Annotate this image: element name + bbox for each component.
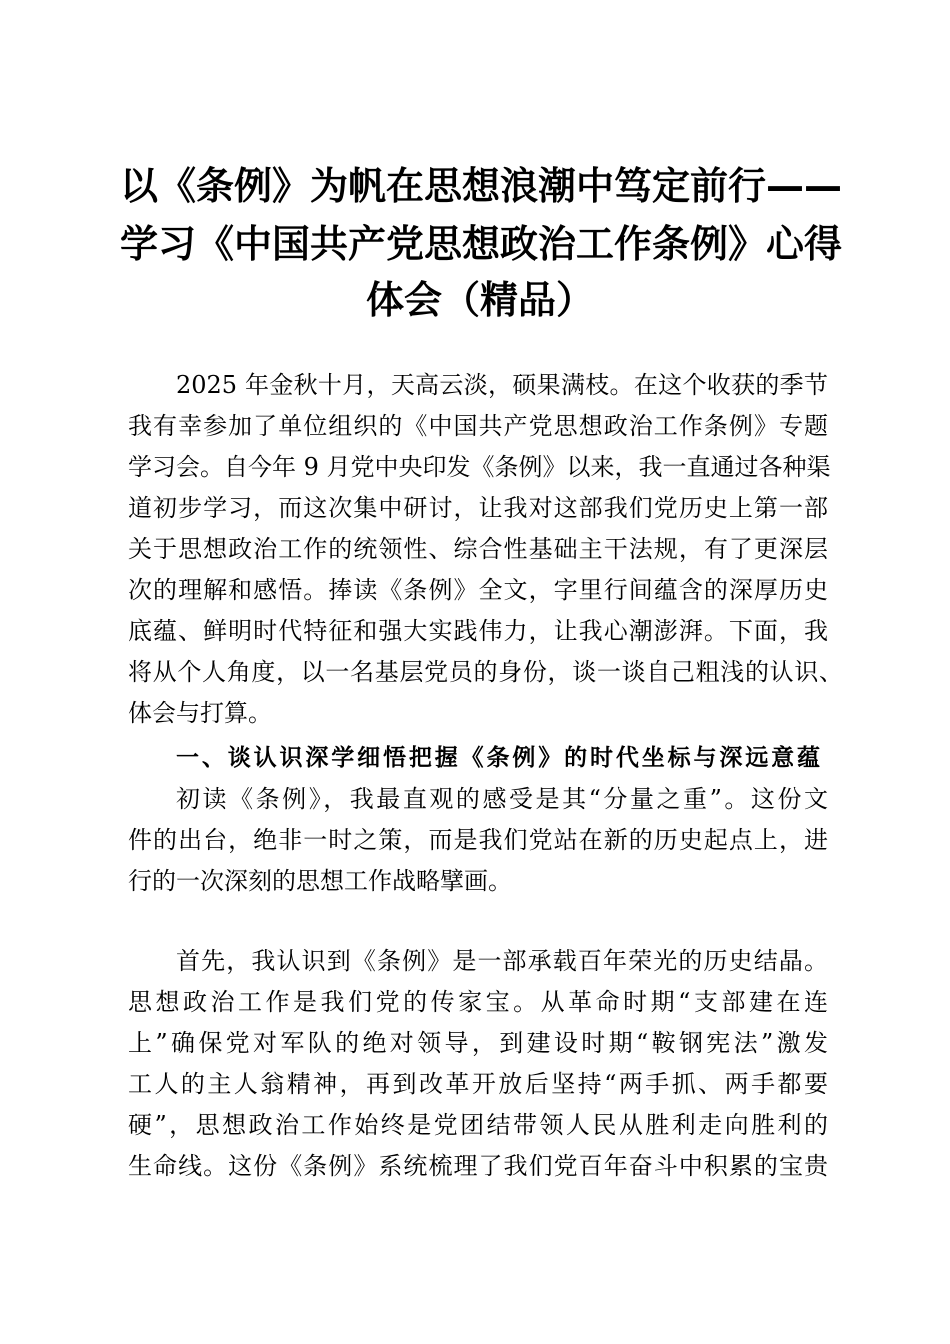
title-line-3: 体会（精品） <box>365 278 594 322</box>
paragraph-line: 首先，我认识到《条例》是一部承载百年荣光的历史结晶。 <box>176 947 828 975</box>
section-heading-1: 一、谈认识深学细悟把握《条例》的时代坐标与深远意蕴 <box>176 745 820 771</box>
title-line-2: 学习《中国共产党思想政治工作条例》心得 <box>120 222 843 266</box>
paragraph-line: 学习会。自今年 9 月党中央印发《条例》以来，我一直通过各种渠 <box>128 453 831 481</box>
paragraph-line: 硬”，思想政治工作始终是党团结带领人民从胜利走向胜利的 <box>128 1111 828 1139</box>
paragraph-line: 生命线。这份《条例》系统梳理了我们党百年奋斗中积累的宝贵 <box>128 1152 828 1180</box>
paragraph-line: 关于思想政治工作的统领性、综合性基础主干法规，有了更深层 <box>128 535 828 563</box>
title-line-1: 以《条例》为帆在思想浪潮中笃定前行—— <box>120 164 843 208</box>
paragraph-line: 底蕴、鲜明时代特征和强大实践伟力，让我心潮澎湃。下面，我 <box>128 617 828 645</box>
paragraph-line: 思想政治工作是我们党的传家宝。从革命时期“支部建在连 <box>128 988 828 1016</box>
paragraph-line: 行的一次深刻的思想工作战略擘画。 <box>128 867 512 895</box>
paragraph-line: 道初步学习，而这次集中研讨，让我对这部我们党历史上第一部 <box>128 494 828 522</box>
paragraph-line: 体会与打算。 <box>128 699 272 727</box>
paragraph-line: 件的出台，绝非一时之策，而是我们党站在新的历史起点上，进 <box>128 826 828 854</box>
paragraph-line: 将从个人角度，以一名基层党员的身份，谈一谈自己粗浅的认识、 <box>128 658 843 686</box>
paragraph-line: 上”确保党对军队的绝对领导，到建设时期“鞍钢宪法”激发 <box>128 1029 828 1057</box>
paragraph-line: 我有幸参加了单位组织的《中国共产党思想政治工作条例》专题 <box>128 412 828 440</box>
paragraph-line: 次的理解和感悟。捧读《条例》全文，字里行间蕴含的深厚历史 <box>128 576 828 604</box>
paragraph-line: 2025 年金秋十月，天高云淡，硕果满枝。在这个收获的季节 <box>176 371 828 399</box>
paragraph-line: 工人的主人翁精神，再到改革开放后坚持“两手抓、两手都要 <box>128 1070 828 1098</box>
paragraph-line: 初读《条例》，我最直观的感受是其“分量之重”。这份文 <box>176 785 828 813</box>
